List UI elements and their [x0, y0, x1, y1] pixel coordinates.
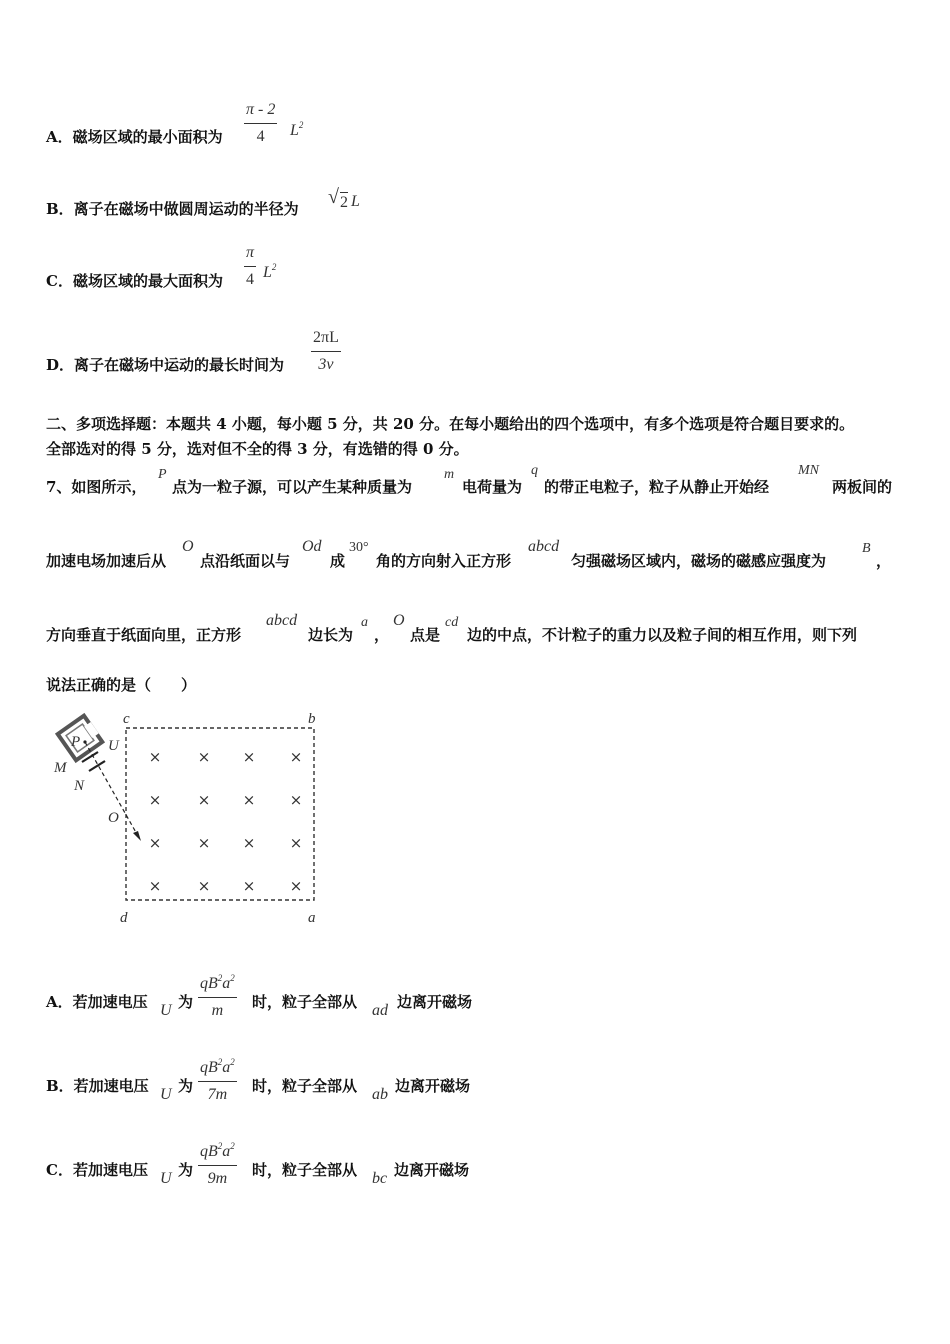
field-cross: × [197, 834, 211, 852]
fraction: π 4 [246, 244, 255, 288]
field-cross: × [289, 791, 303, 809]
magnetic-field-diagram [40, 700, 340, 940]
field-cross: × [289, 748, 303, 766]
math-var: $L^2$ [290, 120, 304, 139]
label-p: P [71, 734, 81, 750]
fraction: 2πL 3v [313, 329, 339, 373]
math-var: L [351, 193, 360, 210]
field-cross: × [289, 834, 303, 852]
field-cross: × [197, 748, 211, 766]
field-cross: × [148, 748, 162, 766]
fraction: π - 2 4 [246, 101, 276, 145]
field-cross: × [289, 877, 303, 895]
field-cross: × [148, 834, 162, 852]
option-text: D．离子在磁场中运动的最长时间为 [46, 356, 285, 374]
option-text: B．离子在磁场中做圆周运动的半径为 [46, 200, 299, 218]
fraction: $qB^2a^2$ m [200, 973, 235, 1019]
field-crosses [149, 748, 303, 895]
field-cross: × [197, 791, 211, 809]
label-a: a [308, 910, 316, 926]
radical-sign: √ [328, 186, 339, 208]
label-n: N [74, 778, 85, 794]
section-header-line2: 全部选对的得 5 分，选对但不全的得 3 分，有选错的得 0 分。 [46, 440, 469, 458]
radicand: 2 [340, 194, 348, 211]
label-b: b [308, 711, 316, 727]
field-cross: × [242, 791, 256, 809]
fraction: $qB^2a^2$ 7m [200, 1057, 235, 1103]
field-cross: × [242, 748, 256, 766]
question-7-line4: 说法正确的是（ ） [46, 676, 197, 694]
label-u: U [108, 738, 119, 754]
section-header-line1: 二、多项选择题：本题共 4 小题，每小题 5 分，共 20 分。在每小题给出的四个选项中，有多个选项是符合题目要求的。 [46, 415, 855, 433]
label-d: d [120, 910, 128, 926]
label-m: M [54, 760, 67, 776]
field-cross: × [197, 877, 211, 895]
label-o: O [108, 810, 119, 826]
fraction: $qB^2a^2$ 9m [200, 1141, 235, 1187]
field-cross: × [148, 877, 162, 895]
math-var: $L^2$ [263, 262, 277, 281]
option-text: C．磁场区域的最大面积为 [46, 272, 223, 290]
arrow-head [133, 831, 141, 841]
option-text: A．磁场区域的最小面积为 [46, 128, 223, 146]
label-c: c [123, 711, 130, 727]
field-cross: × [242, 877, 256, 895]
field-cross: × [242, 834, 256, 852]
field-cross: × [148, 791, 162, 809]
